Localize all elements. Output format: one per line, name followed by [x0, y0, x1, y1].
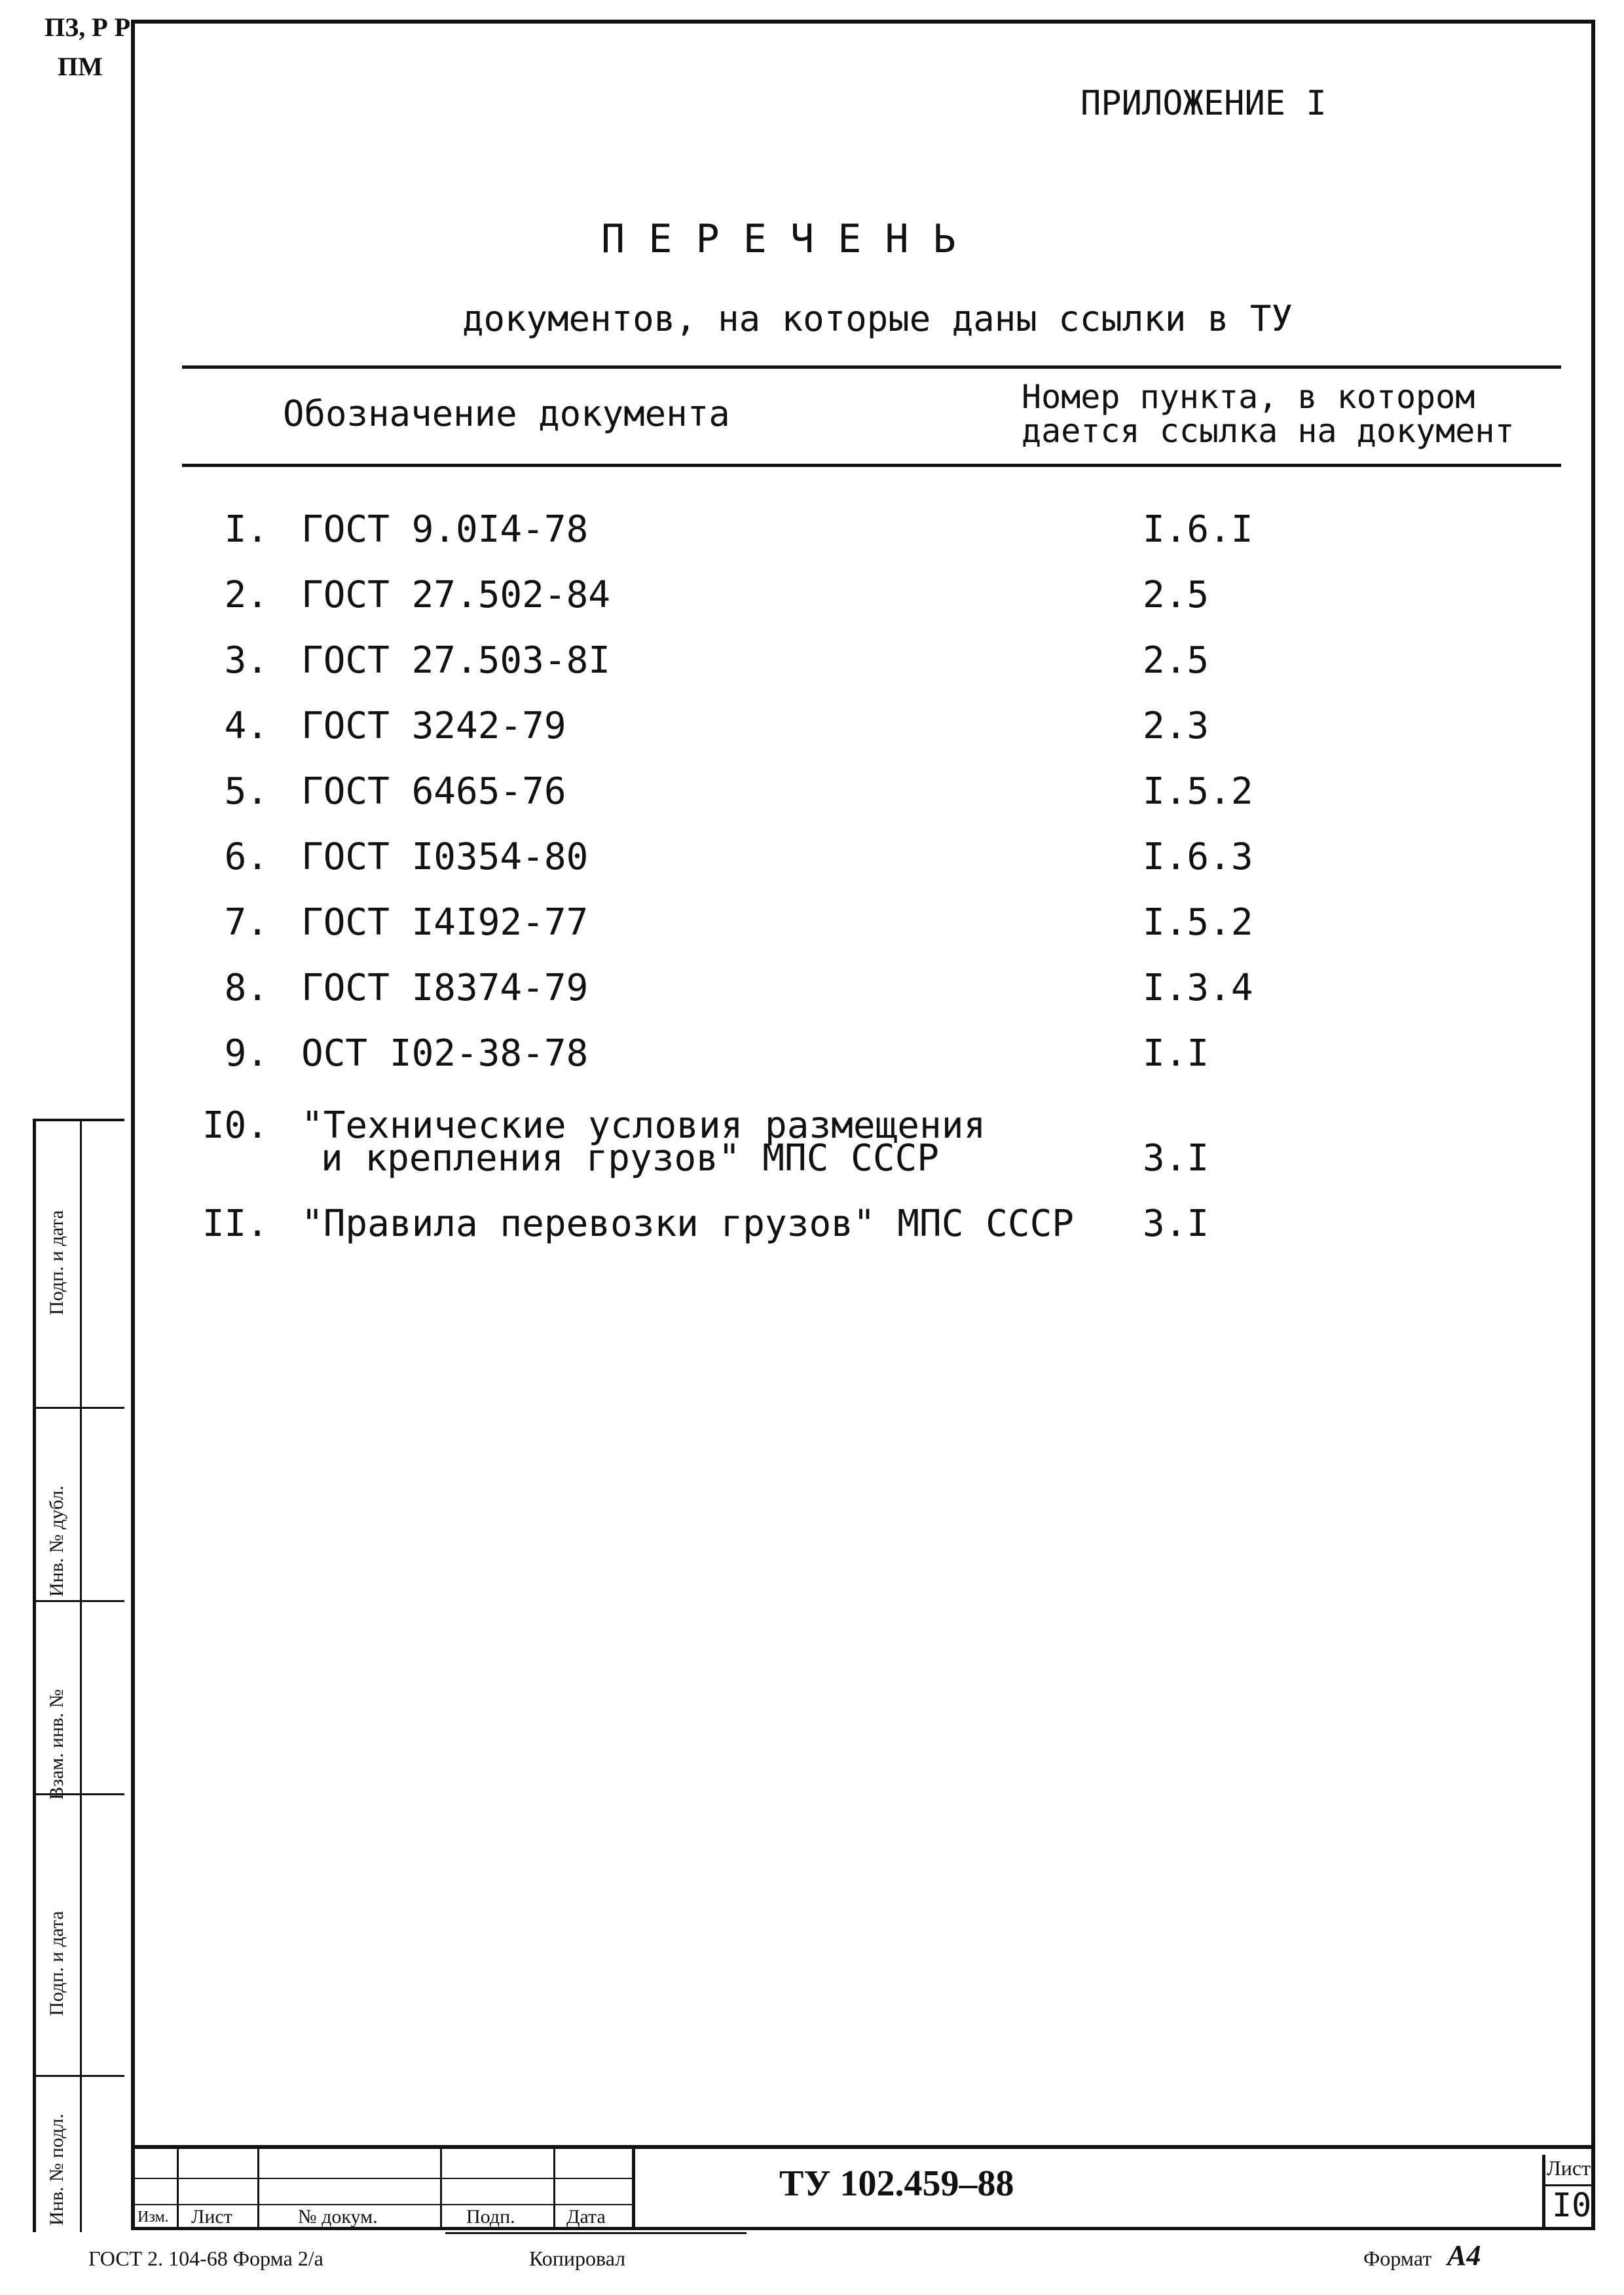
- document-code: ТУ 102.459–88: [779, 2163, 1014, 2204]
- title-block-row-line: [131, 2178, 633, 2179]
- row-number: I.: [224, 508, 268, 551]
- row-document: ГОСТ I8374-79: [301, 967, 589, 1009]
- footer-copied-line: [445, 2232, 747, 2234]
- side-label-duplicate-inv: Инв. № дубл.: [46, 1485, 67, 1597]
- row-document: "Правила перевозки грузов" МПС СССР: [301, 1203, 1075, 1245]
- binding-strip-inner-line: [80, 1119, 82, 2232]
- row-reference: 2.5: [1143, 639, 1209, 682]
- header-reference-line1: Номер пункта, в котором: [1022, 378, 1475, 416]
- title-block-column-line: [1542, 2155, 1545, 2228]
- frame-right-border: [1591, 20, 1595, 2227]
- row-document: ГОСТ 27.503-8I: [301, 639, 611, 682]
- row-document: ГОСТ 3242-79: [301, 705, 566, 747]
- footer-standard: ГОСТ 2. 104-68 Форма 2/а: [88, 2247, 323, 2270]
- appendix-label: ПРИЛОЖЕНИЕ I: [1080, 84, 1327, 123]
- page-subtitle: документов, на которые даны ссылки в ТУ: [462, 298, 1293, 339]
- footer-format-label: Формат: [1363, 2247, 1432, 2270]
- row-document: ГОСТ I4I92-77: [301, 901, 589, 944]
- row-reference: 2.5: [1143, 574, 1209, 616]
- row-number: 5.: [224, 770, 268, 813]
- binding-strip-divider: [33, 1600, 124, 1602]
- row-reference: I.5.2: [1143, 901, 1253, 944]
- row-number: I0.: [202, 1104, 268, 1147]
- title-block-column-line: [632, 2148, 635, 2228]
- col-sheet: Лист: [191, 2206, 232, 2228]
- row-reference: I.3.4: [1143, 967, 1253, 1009]
- row-reference: I.I: [1143, 1032, 1209, 1075]
- row-number: 3.: [224, 639, 268, 682]
- header-reference-line2: дается ссылка на документ: [1022, 412, 1515, 450]
- binding-strip: [33, 1119, 124, 2232]
- row-document: "Технические условия размещения: [301, 1104, 986, 1147]
- frame-left-border: [131, 20, 135, 2227]
- side-label-original-inv: Инв. № подл.: [46, 2114, 67, 2226]
- sheet-number: I0: [1552, 2186, 1592, 2224]
- col-signature: Подп.: [466, 2206, 515, 2228]
- row-document: ГОСТ 6465-76: [301, 770, 566, 813]
- row-reference: 3.I: [1143, 1203, 1209, 1245]
- row-number: II.: [202, 1203, 268, 1245]
- binding-strip-divider: [33, 2075, 124, 2077]
- row-number: 9.: [224, 1032, 268, 1075]
- footer-copied: Копировал: [529, 2247, 626, 2270]
- corner-code: ПЗ, Р Р: [45, 12, 131, 42]
- row-document: ГОСТ 27.502-84: [301, 574, 611, 616]
- title-block-column-line: [440, 2148, 442, 2228]
- side-label-sign-date: Подп. и дата: [46, 1210, 67, 1315]
- frame-top-border: [131, 20, 1595, 24]
- title-block-row-line: [131, 2204, 633, 2205]
- row-reference: I.5.2: [1143, 770, 1253, 813]
- title-block-column-line: [257, 2148, 259, 2228]
- sheet-label: Лист: [1547, 2156, 1591, 2180]
- row-reference: I.6.3: [1143, 836, 1253, 878]
- row-number: 2.: [224, 574, 268, 616]
- row-reference: I.6.I: [1143, 508, 1253, 551]
- row-document: ОСТ I02-38-78: [301, 1032, 589, 1075]
- header-reference: [1022, 380, 1515, 448]
- col-document-number: № докум.: [298, 2206, 378, 2228]
- binding-strip-top: [33, 1119, 124, 1121]
- row-document: ГОСТ 9.0I4-78: [301, 508, 589, 551]
- title-block-column-line: [177, 2148, 179, 2228]
- title-block-column-line: [553, 2148, 555, 2228]
- row-number: 8.: [224, 967, 268, 1009]
- col-change: Изм.: [138, 2209, 169, 2226]
- row-number: 4.: [224, 705, 268, 747]
- title-block-top-rule: [131, 2145, 1595, 2149]
- row-document: ГОСТ I0354-80: [301, 836, 589, 878]
- side-label-sign-date-2: Подп. и дата: [46, 1911, 67, 2016]
- header-document: Обозначение документа: [283, 393, 730, 434]
- table-header-rule: [182, 464, 1561, 467]
- table-top-rule: [182, 365, 1561, 369]
- binding-strip-outer-line: [33, 1119, 36, 2232]
- binding-strip-divider: [33, 1407, 124, 1409]
- col-date: Дата: [566, 2206, 606, 2228]
- row-reference: 2.3: [1143, 705, 1209, 747]
- row-reference: 3.I: [1143, 1137, 1209, 1180]
- corner-code-2: ПМ: [58, 52, 103, 81]
- footer-format-value: А4: [1447, 2239, 1481, 2271]
- side-label-replacement-inv: Взам. инв. №: [46, 1689, 67, 1800]
- row-number: 6.: [224, 836, 268, 878]
- row-number: 7.: [224, 901, 268, 944]
- page-title: П Е Р Е Ч Е Н Ь: [601, 216, 956, 262]
- row-document-continued: и крепления грузов" МПС СССР: [321, 1137, 940, 1180]
